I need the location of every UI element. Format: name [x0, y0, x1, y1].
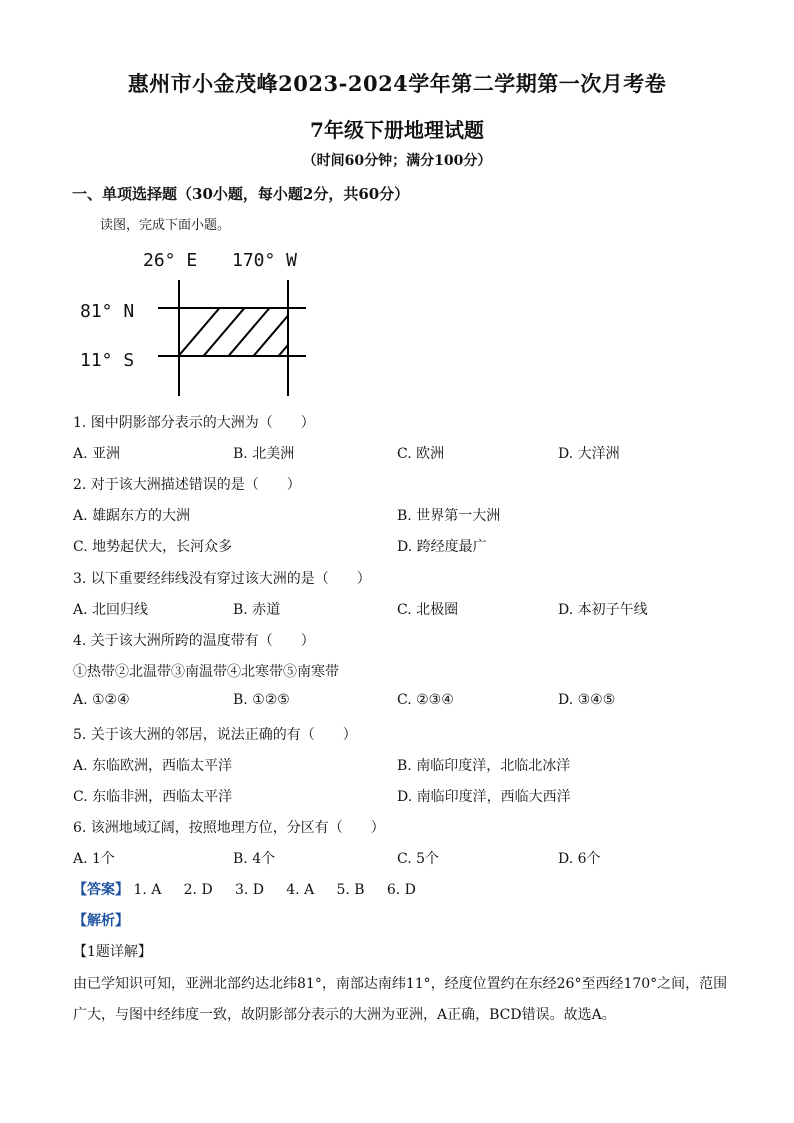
option: C. 5个: [397, 851, 440, 867]
answer-item: 4. A: [286, 882, 315, 898]
answer-label: 【答案】: [73, 882, 129, 898]
page-subtitle: 7年级下册地理试题: [310, 118, 484, 142]
option: D. 大洋洲: [558, 446, 620, 462]
option: A. ①②④: [73, 692, 130, 708]
option: A. 1个: [73, 851, 115, 867]
answer-line: [73, 879, 416, 899]
option: D. 南临印度洋，西临大西洋: [397, 789, 571, 805]
map-lon-right: 170° W: [232, 250, 298, 271]
question-stem: 2. 对于该大洲描述错误的是（ ）: [73, 477, 301, 493]
question-extra: ①热带②北温带③南温带④北寒带⑤南寒带: [73, 664, 339, 680]
option: D. 本初子午线: [558, 602, 648, 618]
answer-item: 2. D: [183, 882, 213, 898]
answer-item: 3. D: [234, 882, 264, 898]
option: B. 4个: [233, 851, 276, 867]
option: C. ②③④: [397, 692, 454, 708]
map-lat-bottom: 11° S: [80, 350, 135, 371]
map-lon-left: 26° E: [143, 250, 198, 271]
option: B. 北美洲: [233, 446, 295, 462]
section-heading: 一、单项选择题（30小题，每小题2分，共60分）: [72, 185, 410, 203]
option: B. 世界第一大洲: [397, 508, 501, 524]
answer-item: 6. D: [386, 882, 416, 898]
question-stem: 5. 关于该大洲的邻居，说法正确的有（ ）: [73, 727, 357, 743]
option: A. 亚洲: [73, 446, 121, 462]
question-stem: 3. 以下重要经纬线没有穿过该大洲的是（ ）: [73, 571, 371, 587]
question-stem: 4. 关于该大洲所跨的温度带有（ ）: [73, 633, 315, 649]
option: B. 南临印度洋，北临北冰洋: [397, 758, 571, 774]
option: D. 跨经度最广: [397, 539, 487, 555]
option: C. 东临非洲，西临太平洋: [73, 789, 233, 805]
map-grid: [150, 278, 310, 398]
option: A. 东临欧洲，西临太平洋: [73, 758, 233, 774]
option: B. ①②⑤: [233, 692, 290, 708]
option: D. ③④⑤: [558, 692, 616, 708]
option: C. 地势起伏大，长河众多: [73, 539, 233, 555]
option: A. 雄踞东方的大洲: [73, 508, 191, 524]
page-title: 惠州市小金茂峰2023-2024学年第二学期第一次月考卷: [127, 71, 667, 96]
option: C. 欧洲: [397, 446, 445, 462]
analysis-text: 广大，与图中经纬度一致，故阴影部分表示的大洲为亚洲，A正确，BCD错误。故选A。: [73, 1007, 616, 1023]
option: D. 6个: [558, 851, 601, 867]
analysis-label: 【解析】: [73, 913, 129, 929]
option: A. 北回归线: [73, 602, 149, 618]
analysis-text: 由已学知识可知，亚洲北部约达北纬81°，南部达南纬11°，经度位置约在东经26°至西经170°之间，范围: [73, 976, 728, 992]
detail-label: 【1题详解】: [73, 944, 152, 960]
time-info: （时间60分钟；满分100分）: [302, 153, 492, 169]
option: C. 北极圈: [397, 602, 459, 618]
answer-item: 5. B: [336, 882, 365, 898]
question-stem: 6. 该洲地域辽阔，按照地理方位，分区有（ ）: [73, 820, 385, 836]
answer-item: 1. A: [133, 882, 162, 898]
section-intro: 读图，完成下面小题。: [100, 218, 231, 233]
question-stem: 1. 图中阴影部分表示的大洲为（ ）: [73, 415, 315, 431]
option: B. 赤道: [233, 602, 281, 618]
map-lat-top: 81° N: [80, 301, 135, 322]
